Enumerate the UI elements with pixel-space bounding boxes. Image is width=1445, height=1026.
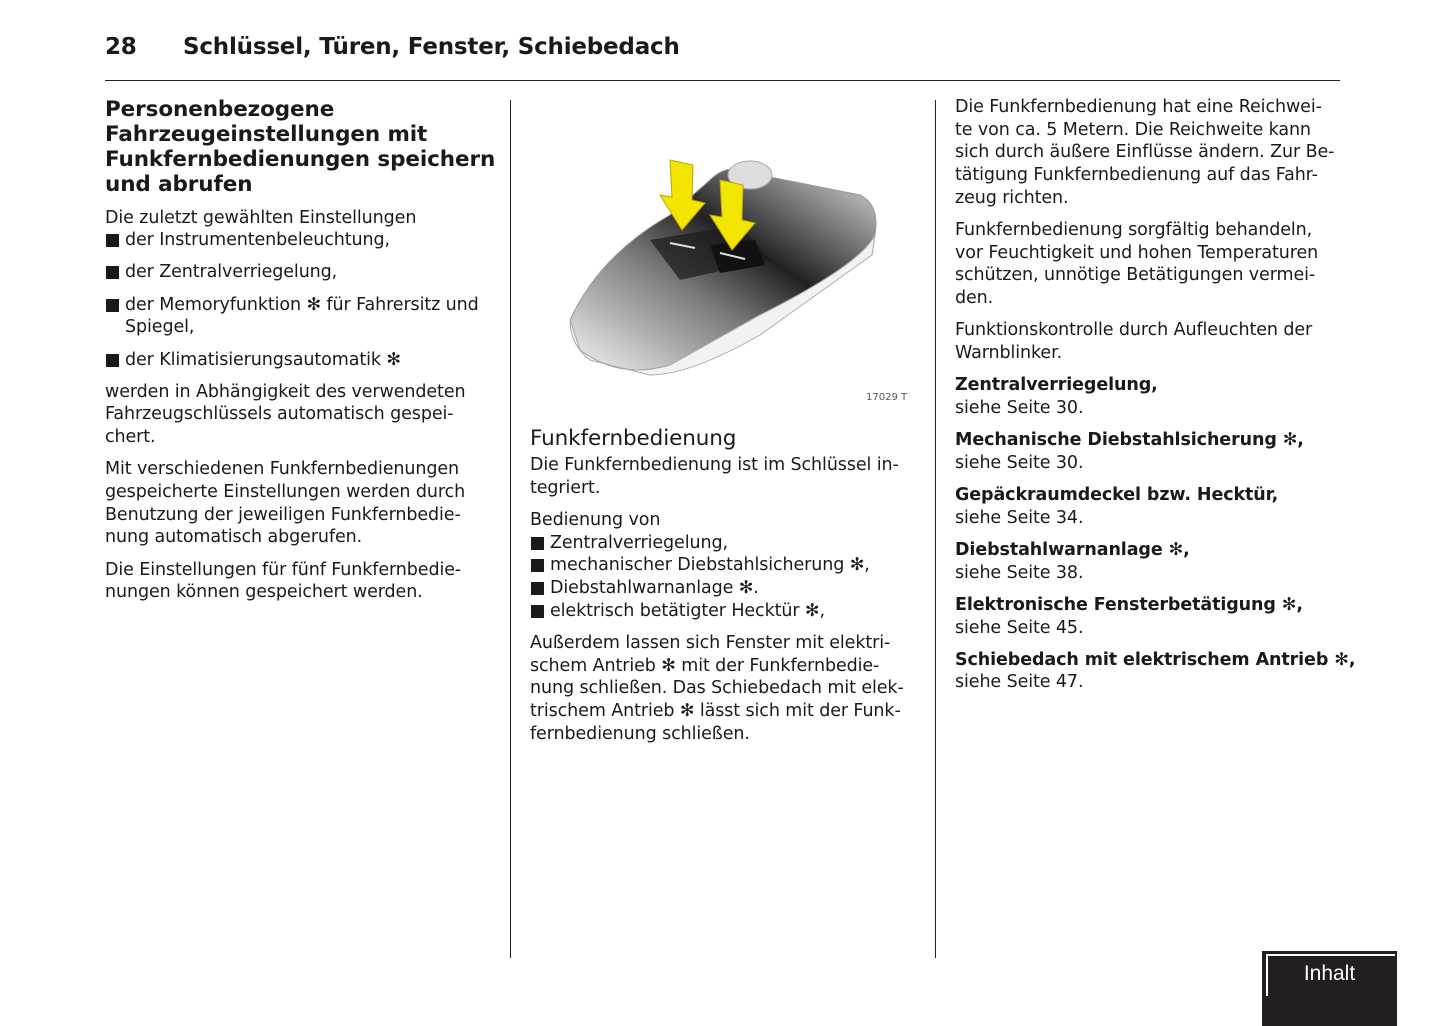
text-line: Gepäckraumdeckel bzw. Hecktür,	[955, 485, 1279, 506]
text-line: Die Einstellungen für fünf Funkfernbedie-	[105, 559, 462, 580]
text-line: der Zentralverriegelung,	[105, 261, 500, 284]
column-divider	[935, 100, 936, 958]
text-line: Zentralverriegelung,	[955, 375, 1158, 396]
text-line: zeug richten.	[955, 187, 1069, 208]
paragraph	[955, 96, 1355, 210]
text-line: siehe Seite 30.	[955, 452, 1084, 473]
text-line: der Memoryfunktion ✻ für Fahrersitz und	[105, 294, 500, 317]
text-line: Warnblinker.	[955, 343, 1063, 364]
text-line: Benutzung der jeweiligen Funkfernbedie-	[105, 504, 461, 525]
text-line: Außerdem lassen sich Fenster mit elektri-	[530, 632, 891, 653]
text-line: nung schließen. Das Schiebedach mit elek-	[530, 678, 904, 699]
text-line: te von ca. 5 Metern. Die Reichweite kann	[955, 119, 1311, 140]
text-line: Funkfernbedienung	[530, 426, 737, 451]
left-column	[105, 97, 500, 614]
text-line: schem Antrieb ✻ mit der Funkfernbedie-	[530, 655, 880, 676]
section-heading	[105, 97, 500, 197]
page-title: Schlüssel, Türen, Fenster, Schiebedach	[183, 34, 680, 60]
text-line: trischem Antrieb ✻ lässt sich mit der Funk-	[530, 701, 901, 722]
paragraph	[105, 381, 500, 449]
text-line: Diebstahlwarnanlage ✻.	[530, 577, 925, 600]
text-line: gespeicherte Einstellungen werden durch	[105, 482, 466, 503]
paragraph	[530, 454, 925, 499]
text-line: schützen, unnötige Betätigungen vermei-	[955, 265, 1316, 286]
page-reference[interactable]	[955, 429, 1355, 474]
text-line: Die Funkfernbedienung ist im Schlüssel in-	[530, 455, 899, 475]
text-line: Zentralverriegelung,	[530, 532, 925, 555]
text-line: chert.	[105, 427, 156, 448]
page-reference[interactable]	[955, 594, 1355, 639]
bullet-item	[105, 229, 500, 252]
text-line: siehe Seite 47.	[955, 672, 1084, 693]
paragraph	[955, 219, 1355, 310]
text-line: werden in Abhängigkeit des verwendeten	[105, 381, 466, 402]
text-line: Personenbezogene	[105, 97, 335, 122]
text-line: vor Feuchtigkeit und hohen Temperaturen	[955, 242, 1319, 263]
contents-button-label: Inhalt	[1303, 962, 1356, 985]
text-line: Funktionskontrolle durch Aufleuchten der	[955, 320, 1313, 341]
text-line: den.	[955, 288, 994, 309]
figure-code: 17029 T	[866, 392, 908, 403]
remote-key-illustration	[560, 145, 920, 410]
text-line: sich durch äußere Einflüsse ändern. Zur Be-	[955, 142, 1335, 163]
text-line: tegriert.	[530, 477, 601, 498]
text-line: Fahrzeugeinstellungen mit	[105, 122, 428, 147]
page-reference[interactable]	[955, 649, 1355, 694]
text-line: Mit verschiedenen Funkfernbedienungen	[105, 459, 460, 480]
text-line: siehe Seite 34.	[955, 507, 1084, 528]
text-line: Funkfernbedienungen speichern	[105, 147, 496, 172]
paragraph	[530, 509, 925, 532]
text-line: tätigung Funkfernbedienung auf das Fahr-	[955, 165, 1318, 186]
text-line: nung automatisch abgerufen.	[105, 527, 363, 548]
text-line: elektrisch betätigter Hecktür ✻,	[530, 600, 925, 623]
text-line: fernbedienung schließen.	[530, 723, 750, 744]
text-line: Bedienung von	[530, 509, 661, 530]
text-line: Elektronische Fensterbetätigung ✻,	[955, 594, 1303, 615]
paragraph	[105, 207, 500, 230]
header-rule	[105, 80, 1340, 81]
text-line: siehe Seite 45.	[955, 617, 1084, 638]
bullet-item	[530, 554, 925, 577]
text-line: Diebstahlwarnanlage ✻,	[955, 539, 1190, 560]
text-line: Die Funkfernbedienung hat eine Reichwei-	[955, 97, 1322, 117]
text-line: der Klimatisierungsautomatik ✻	[105, 349, 500, 372]
text-line: Fahrzeugschlüssels automatisch gespei-	[105, 404, 454, 425]
paragraph	[530, 632, 925, 746]
page-reference[interactable]	[955, 374, 1355, 419]
text-line: Mechanische Diebstahlsicherung ✻,	[955, 430, 1304, 451]
column-divider	[510, 100, 511, 958]
section-heading	[530, 426, 925, 451]
text-line: und abrufen	[105, 172, 253, 197]
bullet-item	[530, 532, 925, 555]
paragraph	[105, 458, 500, 549]
page-header	[105, 34, 680, 60]
text-line: siehe Seite 30.	[955, 397, 1084, 418]
text-line: siehe Seite 38.	[955, 562, 1084, 583]
paragraph	[955, 319, 1355, 364]
text-line: der Instrumentenbeleuchtung,	[105, 229, 500, 252]
contents-button[interactable]	[1262, 951, 1397, 1026]
right-column	[955, 96, 1355, 704]
bullet-item	[530, 577, 925, 600]
bullet-item	[105, 261, 500, 284]
text-line: Die zuletzt gewählten Einstellungen	[105, 207, 417, 228]
text-line: nungen können gespeichert werden.	[105, 582, 423, 603]
page-reference[interactable]	[955, 484, 1355, 529]
bullet-item	[530, 600, 925, 623]
text-line: Schiebedach mit elektrischem Antrieb ✻,	[955, 649, 1356, 670]
middle-column	[530, 426, 925, 755]
text-line: Spiegel,	[125, 317, 195, 338]
bullet-item	[105, 349, 500, 372]
page-number: 28	[105, 34, 137, 60]
page-reference[interactable]	[955, 539, 1355, 584]
text-line: mechanischer Diebstahlsicherung ✻,	[530, 554, 925, 577]
paragraph	[105, 559, 500, 604]
bullet-item	[105, 294, 500, 339]
text-line: Funkfernbedienung sorgfältig behandeln,	[955, 220, 1313, 241]
